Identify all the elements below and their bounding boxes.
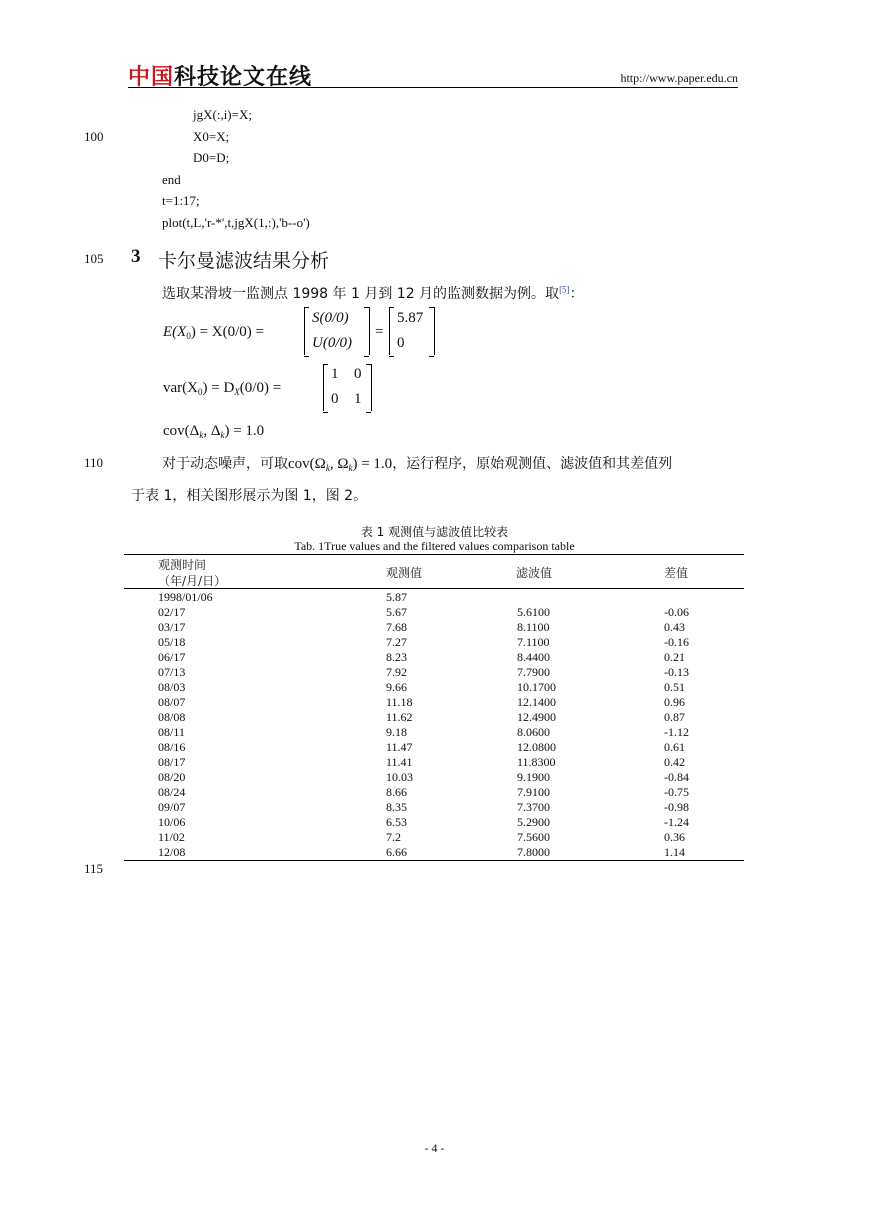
noise-text-a: 对于动态噪声，可取	[162, 456, 288, 472]
table-row	[158, 770, 758, 785]
section-title: 卡尔曼滤波结果分析	[158, 250, 330, 272]
table-cell-filtered: 10.1700	[517, 680, 556, 694]
table-cell-filtered: 7.5600	[517, 830, 550, 844]
eq1-subscript: 0	[186, 331, 191, 341]
table-header-time-line-2: （年/月/日）	[158, 574, 227, 588]
table-cell-time: 08/20	[158, 770, 186, 784]
inline-eq-b: , Ω	[329, 456, 349, 472]
line-number-105: 105	[84, 251, 104, 266]
table-row	[158, 680, 758, 695]
table-cell-filtered: 7.3700	[517, 800, 550, 814]
eq2-lhs: var(X	[163, 380, 198, 396]
table-cell-time: 08/16	[158, 740, 186, 754]
table-cell-observed: 5.87	[386, 590, 407, 604]
matrix-3-left-serif	[323, 364, 328, 413]
table-cell-time: 06/17	[158, 650, 186, 664]
code-line-1: jgX(:,i)=X;	[193, 107, 252, 122]
table-cell-filtered: 7.9100	[517, 785, 550, 799]
eq3-sub-2: k	[220, 430, 225, 440]
table-cell-filtered: 5.6100	[517, 605, 550, 619]
table-cell-filtered: 8.0600	[517, 725, 550, 739]
matrix-1-left-serif	[304, 307, 309, 357]
table-cell-diff: 0.87	[664, 710, 685, 724]
table-cell-filtered: 8.1100	[517, 620, 550, 634]
table-body	[158, 590, 758, 860]
table-cell-observed: 7.27	[386, 635, 407, 649]
table-caption-en: Tab. 1True values and the filtered values comparison table	[294, 539, 575, 553]
table-cell-time: 08/08	[158, 710, 186, 724]
table-row	[158, 665, 758, 680]
code-line-2: X0=X;	[193, 129, 230, 144]
table-header-filtered: 滤波值	[516, 566, 553, 580]
table-cell-observed: 11.41	[386, 755, 413, 769]
line-number-110: 110	[84, 455, 104, 470]
table-row	[158, 710, 758, 725]
noise-text-b: ，运行程序，原始观测值、滤波值和其差值列	[392, 456, 673, 472]
table-cell-diff: -1.24	[664, 815, 689, 829]
matrix-1-right-serif	[364, 307, 369, 357]
table-cell-filtered: 9.1900	[517, 770, 550, 784]
table-caption-cn: 表 1 观测值与滤波值比较表	[360, 525, 509, 539]
table-cell-diff: -0.06	[664, 605, 689, 619]
table-cell-observed: 9.18	[386, 725, 407, 739]
table-cell-time: 08/07	[158, 695, 186, 709]
table-row	[158, 635, 758, 650]
table-cell-time: 07/13	[158, 665, 186, 679]
table-cell-diff: 0.51	[664, 680, 685, 694]
table-cell-observed: 5.67	[386, 605, 407, 619]
matrix-2-row-2: 0	[397, 335, 405, 351]
code-line-4: end	[162, 172, 181, 187]
table-cell-observed: 11.18	[386, 695, 413, 709]
header-rule	[128, 87, 738, 88]
table-cell-time: 08/11	[158, 725, 185, 739]
table-cell-diff: -1.12	[664, 725, 689, 739]
table-top-rule	[124, 554, 744, 555]
eq2-mid: ) = D	[202, 380, 235, 396]
header-url: http://www.paper.edu.cn	[620, 71, 738, 85]
page-number: - 4 -	[424, 1141, 445, 1155]
line-number-115: 115	[84, 861, 104, 876]
matrix-3-r2c1: 0	[331, 391, 339, 407]
equation-1-lhs	[163, 324, 264, 341]
table-row	[158, 695, 758, 710]
noise-paragraph-line-2: 于表 1，相关图形展示为图 1，图 2。	[131, 488, 368, 504]
table-cell-observed: 8.23	[386, 650, 407, 664]
noise-paragraph-line-1	[162, 453, 672, 473]
table-cell-observed: 7.68	[386, 620, 407, 634]
table-cell-time: 12/08	[158, 845, 186, 859]
table-cell-filtered: 12.1400	[517, 695, 556, 709]
table-cell-time: 02/17	[158, 605, 186, 619]
table-cell-diff: -0.16	[664, 635, 689, 649]
table-cell-time: 03/17	[158, 620, 186, 634]
table-cell-filtered: 12.4900	[517, 710, 556, 724]
matrix-3-r1c2: 0	[354, 366, 362, 382]
table-header-rule	[124, 588, 744, 589]
table-cell-time: 1998/01/06	[158, 590, 213, 604]
table-row	[158, 620, 758, 635]
table-row	[158, 830, 758, 845]
table-cell-diff: 0.61	[664, 740, 685, 754]
code-line-6: plot(t,L,'r-*',t,jgX(1,:),'b--o')	[162, 215, 310, 230]
table-cell-filtered: 7.8000	[517, 845, 550, 859]
table-cell-filtered: 12.0800	[517, 740, 556, 754]
inline-eq-a: cov(Ω	[288, 456, 326, 472]
equation-1-equals: =	[375, 324, 384, 340]
logo-text-black: 科技论文在线	[174, 65, 313, 90]
table-cell-observed: 6.66	[386, 845, 407, 859]
eq1-lhs: E(X	[163, 324, 187, 340]
eq3-part-a: cov(Δ	[163, 423, 200, 439]
eq3-sub-1: k	[199, 430, 204, 440]
table-row	[158, 650, 758, 665]
table-row	[158, 605, 758, 620]
matrix-1-row-1: S(0/0)	[312, 310, 349, 326]
intro-colon: ：	[569, 286, 584, 302]
table-header-diff: 差值	[664, 566, 689, 580]
matrix-3-r2c2: 1	[354, 391, 362, 407]
inline-eq-sub-2: k	[348, 463, 353, 473]
table-cell-time: 08/17	[158, 755, 186, 769]
table-cell-diff: 0.96	[664, 695, 685, 709]
inline-equation	[288, 456, 392, 472]
matrix-3-r1c1: 1	[331, 366, 339, 382]
table-row	[158, 815, 758, 830]
table-row	[158, 590, 758, 605]
table-row	[158, 785, 758, 800]
table-cell-filtered: 8.4400	[517, 650, 550, 664]
table-cell-observed: 10.03	[386, 770, 413, 784]
table-cell-diff: -0.13	[664, 665, 689, 679]
section-number: 3	[131, 246, 141, 267]
table-cell-time: 11/02	[158, 830, 185, 844]
table-header-time-line-1: 观测时间	[158, 558, 207, 572]
table-row	[158, 755, 758, 770]
table-cell-diff: -0.84	[664, 770, 689, 784]
table-cell-observed: 7.2	[386, 830, 401, 844]
matrix-3-right-serif	[366, 364, 371, 413]
table-cell-observed: 6.53	[386, 815, 407, 829]
table-cell-diff: 0.36	[664, 830, 685, 844]
table-cell-observed: 8.66	[386, 785, 407, 799]
table-row	[158, 800, 758, 815]
matrix-2-right-serif	[429, 307, 434, 357]
logo-text-red: 中国	[128, 65, 175, 90]
intro-paragraph	[162, 283, 584, 303]
line-number-100: 100	[84, 129, 104, 144]
equation-3	[163, 423, 264, 440]
matrix-1-row-2: U(0/0)	[312, 335, 352, 351]
table-cell-observed: 9.66	[386, 680, 407, 694]
eq2-subscript-0: 0	[197, 387, 203, 397]
table-header-observed: 观测值	[386, 566, 423, 580]
table-cell-filtered: 5.2900	[517, 815, 550, 829]
table-cell-time: 10/06	[158, 815, 186, 829]
eq3-part-b: , Δ	[203, 423, 221, 439]
table-cell-time: 08/03	[158, 680, 186, 694]
table-row	[158, 845, 758, 860]
eq1-mid: ) = X(0/0) =	[190, 324, 264, 340]
inline-eq-sub-1: k	[325, 463, 330, 473]
eq2-subscript-x: X	[234, 387, 240, 397]
equation-2-lhs	[163, 380, 281, 397]
table-bottom-rule	[124, 860, 744, 861]
table-cell-filtered: 7.1100	[517, 635, 550, 649]
table-cell-time: 09/07	[158, 800, 186, 814]
table-cell-filtered: 7.7900	[517, 665, 550, 679]
matrix-2-left-serif	[389, 307, 394, 357]
table-cell-diff: 0.43	[664, 620, 685, 634]
citation-ref[interactable]: [5]	[559, 284, 570, 295]
inline-eq-c: ) = 1.0	[352, 456, 393, 472]
table-cell-observed: 11.47	[386, 740, 413, 754]
eq2-tail: (0/0) =	[239, 380, 282, 396]
table-cell-observed: 8.35	[386, 800, 407, 814]
table-cell-filtered: 11.8300	[517, 755, 556, 769]
table-cell-diff: 1.14	[664, 845, 685, 859]
table-cell-diff: 0.42	[664, 755, 685, 769]
table-cell-diff: -0.75	[664, 785, 689, 799]
table-row	[158, 725, 758, 740]
table-cell-time: 08/24	[158, 785, 186, 799]
table-cell-diff: -0.98	[664, 800, 689, 814]
table-row	[158, 740, 758, 755]
code-line-5: t=1:17;	[162, 193, 200, 208]
intro-text: 选取某滑坡一监测点 1998 年 1 月到 12 月的监测数据为例。取	[162, 286, 560, 302]
matrix-2-row-1: 5.87	[397, 310, 424, 326]
table-cell-observed: 11.62	[386, 710, 413, 724]
table-cell-time: 05/18	[158, 635, 186, 649]
table-cell-observed: 7.92	[386, 665, 407, 679]
eq3-part-c: ) = 1.0	[224, 423, 265, 439]
code-line-3: D0=D;	[193, 150, 230, 165]
table-cell-diff: 0.21	[664, 650, 685, 664]
